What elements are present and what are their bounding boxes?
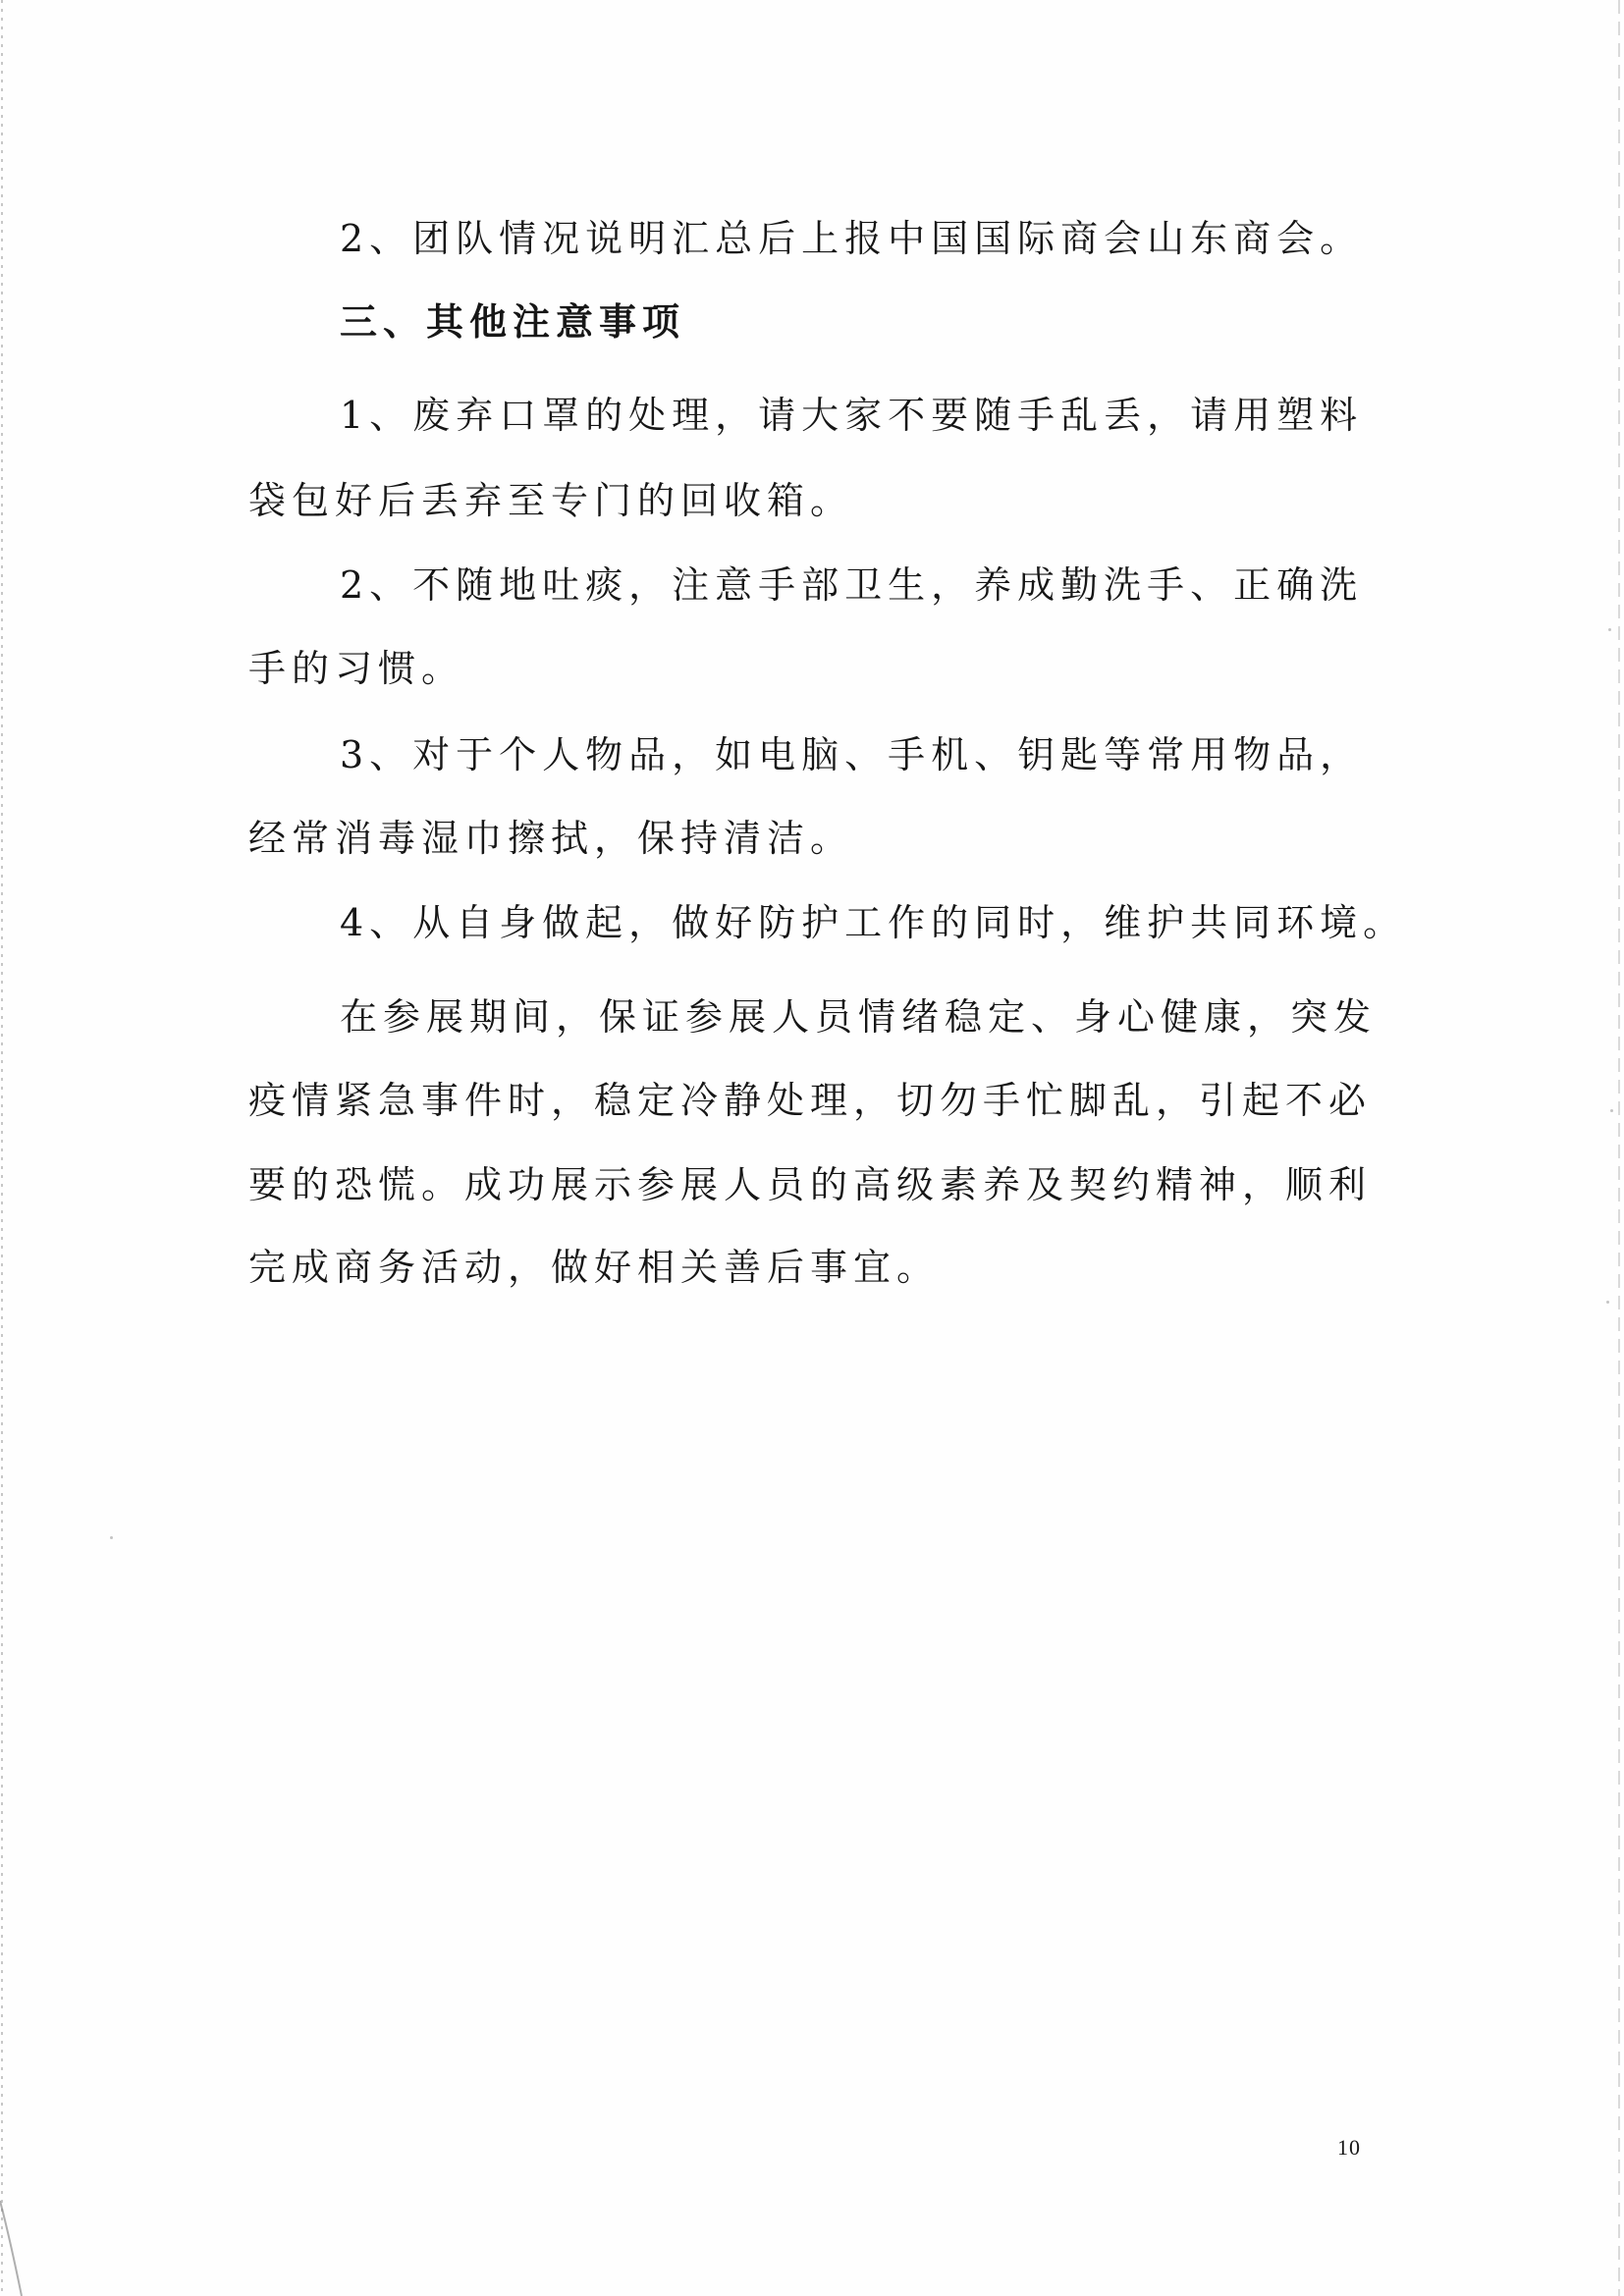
paragraph-line: 3、对于个人物品，如电脑、手机、钥匙等常用物品， (340, 733, 1364, 776)
paragraph-line: 2、团队情况说明汇总后上报中国国际商会山东商会。 (340, 217, 1364, 260)
paragraph-line: 袋包好后丢弃至专门的回收箱。 (248, 479, 854, 522)
scan-speck (1610, 1109, 1613, 1112)
paragraph-line: 2、不随地吐痰，注意手部卫生，养成勤洗手、正确洗 (340, 563, 1364, 607)
scan-edge-right (1618, 0, 1620, 2296)
paragraph-line: 疫情紧急事件时，稳定冷静处理，切勿手忙脚乱，引起不必 (248, 1079, 1373, 1122)
paragraph-line: 4、从自身做起，做好防护工作的同时，维护共同环境。 (340, 901, 1407, 944)
scan-speck (1608, 628, 1611, 631)
scan-edge-left (1, 0, 3, 2296)
scan-speck (110, 1536, 113, 1539)
section-heading: 三、其他注意事项 (340, 299, 686, 344)
page-number: 10 (1337, 2135, 1361, 2160)
paragraph-line: 要的恐慌。成功展示参展人员的高级素养及契约精神，顺利 (248, 1163, 1373, 1206)
paragraph-line: 在参展期间，保证参展人员情绪稳定、身心健康，突发 (340, 995, 1378, 1039)
paragraph-line: 1、废弃口罩的处理，请大家不要随手乱丢，请用塑料 (340, 394, 1364, 437)
scan-speck (1606, 1301, 1609, 1304)
paragraph-line: 手的习惯。 (248, 647, 465, 690)
paragraph-line: 经常消毒湿巾擦拭，保持清洁。 (248, 817, 854, 860)
scan-fold-mark (0, 2199, 39, 2296)
paragraph-line: 完成商务活动，做好相关善后事宜。 (248, 1246, 941, 1289)
